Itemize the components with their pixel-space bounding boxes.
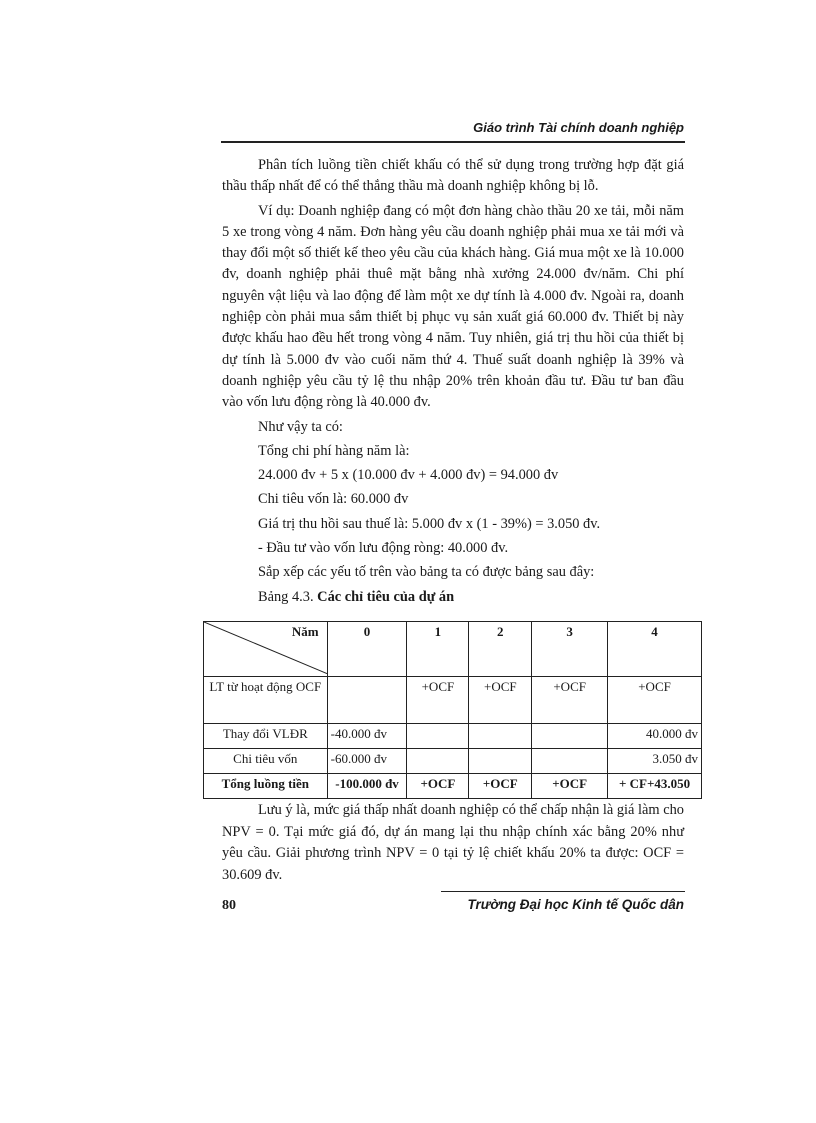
header-rule bbox=[221, 141, 685, 143]
table-cell: -40.000 đv bbox=[327, 724, 407, 749]
paragraph-example: Ví dụ: Doanh nghiệp đang có một đơn hàng chào thầu 20 xe tải, mỗi năm 5 xe trong vòng 4 năm. Đơn hàng yêu cầu doanh nghiệp phải mua xe tải mới và thay đổi một số thiết kế theo yêu cầu của khách hàng. Giá mua một xe là 10.000 đv, doanh nghiệp phải thuê mặt bằng nhà xưởng 24.000 đv/năm. Chi phí nguyên vật liệu và lao động để làm một xe dự tính là 4.000 đv. Ngoài ra, doanh nghiệp còn phải mua sắm thiết bị phục vụ sản xuất giá 60.000 đv. Thiết bị này được khấu hao đều hết trong vòng 4 năm. Tuy nhiên, giá trị thu hồi của thiết bị dự tính là 5.000 đv vào cuối năm thứ 4. Thuế suất doanh nghiệp là 39% và doanh nghiệp yêu cầu tỷ lệ thu nhập 20% trên khoản đầu tư. Đầu tư ban đầu vào vốn lưu động ròng là 40.000 đv. bbox=[222, 202, 684, 411]
row-label: Chi tiêu vốn bbox=[204, 749, 328, 774]
table-cell bbox=[532, 749, 608, 774]
table-row-capital-spending bbox=[204, 749, 702, 774]
table-cell: -100.000 đv bbox=[327, 774, 407, 799]
running-footer: Trường Đại học Kinh tế Quốc dân bbox=[467, 897, 684, 912]
project-indicators-table bbox=[203, 621, 702, 799]
year-header: 3 bbox=[532, 622, 608, 677]
year-header: 4 bbox=[608, 622, 702, 677]
line-summary-intro: Như vậy ta có: bbox=[258, 418, 343, 435]
table-row-ocf bbox=[204, 677, 702, 724]
line-capital-spending: Chi tiêu vốn là: 60.000 đv bbox=[258, 491, 409, 508]
table-cell: +OCF bbox=[407, 774, 469, 799]
line-total-cost-formula: 24.000 đv + 5 x (10.000 đv + 4.000 đv) = 94.000 đv bbox=[258, 467, 559, 484]
line-table-intro: Sắp xếp các yếu tố trên vào bảng ta có được bảng sau đây: bbox=[258, 564, 595, 581]
table-cell bbox=[407, 724, 469, 749]
body-text bbox=[222, 155, 684, 611]
row-label: Thay đổi VLĐR bbox=[204, 724, 328, 749]
table-cell bbox=[469, 724, 532, 749]
table-cell: +OCF bbox=[469, 774, 532, 799]
table-corner-cell bbox=[204, 622, 328, 677]
table-header-row bbox=[204, 622, 702, 677]
row-label: Tổng luồng tiền bbox=[204, 774, 328, 799]
table-row-working-capital bbox=[204, 724, 702, 749]
paragraph-conclusion: Lưu ý là, mức giá thấp nhất doanh nghiệp có thể chấp nhận là giá làm cho NPV = 0. Tại mức giá đó, dự án mang lại thu nhập chính xác bằng 20% như yêu cầu. Giải phương trình NPV = 0 tại tỷ lệ chiết khấu 20% ta được: OCF = 30.609 đv. bbox=[222, 802, 684, 883]
table-cell bbox=[469, 749, 532, 774]
year-header-label: Năm bbox=[291, 624, 319, 639]
table-cell: 40.000 đv bbox=[608, 724, 702, 749]
table-caption bbox=[222, 587, 684, 608]
year-header: 0 bbox=[327, 622, 407, 677]
row-label: LT từ hoạt động OCF bbox=[204, 677, 328, 724]
table-cell: + CF+43.050 bbox=[608, 774, 702, 799]
running-header: Giáo trình Tài chính doanh nghiệp bbox=[473, 120, 684, 135]
table-cell bbox=[327, 677, 407, 724]
table-cell: +OCF bbox=[532, 677, 608, 724]
conclusion-text bbox=[222, 800, 684, 886]
line-total-cost-label: Tổng chi phí hàng năm là: bbox=[258, 442, 410, 459]
table-caption-prefix: Bảng 4.3. bbox=[258, 588, 314, 605]
page-number: 80 bbox=[222, 898, 236, 913]
table-cell bbox=[532, 724, 608, 749]
year-header: 1 bbox=[407, 622, 469, 677]
table-cell: 3.050 đv bbox=[608, 749, 702, 774]
line-salvage-value: Giá trị thu hồi sau thuế là: 5.000 đv x (1 - 39%) = 3.050 đv. bbox=[258, 515, 601, 532]
footer-rule bbox=[441, 891, 685, 892]
table-cell: +OCF bbox=[407, 677, 469, 724]
table-cell: +OCF bbox=[532, 774, 608, 799]
table-row-total-cash-flow bbox=[204, 774, 702, 799]
table-cell bbox=[407, 749, 469, 774]
table-caption-title: Các chỉ tiêu của dự án bbox=[317, 588, 455, 605]
table-cell: +OCF bbox=[608, 677, 702, 724]
line-working-capital: - Đầu tư vào vốn lưu động ròng: 40.000 đv. bbox=[258, 540, 509, 557]
table-cell: +OCF bbox=[469, 677, 532, 724]
paragraph-intro: Phân tích luồng tiền chiết khấu có thể sử dụng trong trường hợp đặt giá thầu thấp nhất để có thể thắng thầu mà doanh nghiệp không bị lỗ. bbox=[222, 157, 684, 195]
year-header: 2 bbox=[469, 622, 532, 677]
table-cell: -60.000 đv bbox=[327, 749, 407, 774]
